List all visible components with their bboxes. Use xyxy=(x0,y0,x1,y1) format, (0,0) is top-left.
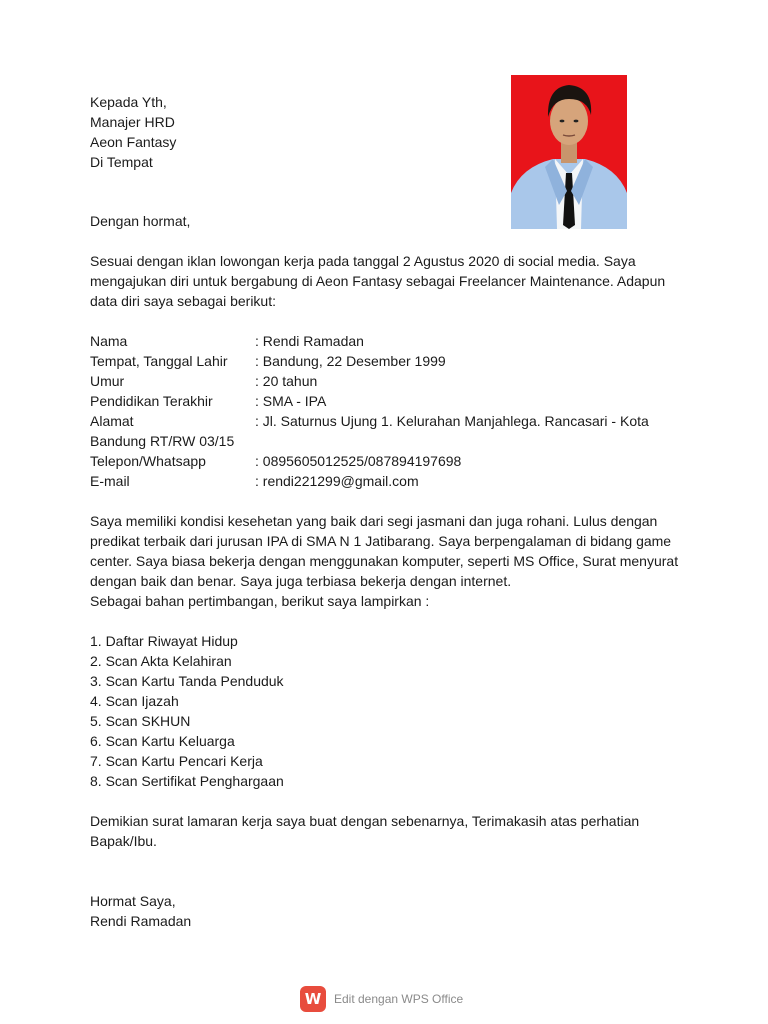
personal-value: : 0895605012525/087894197698 xyxy=(255,453,462,469)
personal-value: : Jl. Saturnus Ujung 1. Kelurahan Manjahlega. Rancasari - Kota xyxy=(255,413,649,429)
signoff-line: Hormat Saya, xyxy=(90,893,176,909)
body-line: dengan baik dan benar. Saya juga terbiasa bekerja dengan internet. xyxy=(90,573,512,589)
personal-value: : Bandung, 22 Desember 1999 xyxy=(255,353,446,369)
personal-label: Pendidikan Terakhir xyxy=(90,393,213,409)
personal-value: : SMA - IPA xyxy=(255,393,327,409)
personal-label: Bandung RT/RW 03/15 xyxy=(90,433,235,449)
personal-value: : rendi221299@gmail.com xyxy=(255,473,419,489)
attachment-item: 1. Daftar Riwayat Hidup xyxy=(90,633,238,649)
personal-value: : 20 tahun xyxy=(255,373,318,389)
attachment-item: 5. Scan SKHUN xyxy=(90,713,191,729)
closing-line: Bapak/Ibu. xyxy=(90,833,157,849)
personal-label: E-mail xyxy=(90,473,130,489)
wps-edit-label: Edit dengan WPS Office xyxy=(334,992,464,1006)
body-line: Sebagai bahan pertimbangan, berikut saya lampirkan : xyxy=(90,593,430,609)
body-line: center. Saya biasa bekerja dengan menggunakan komputer, seperti MS Office, Surat menyurat xyxy=(90,553,679,569)
closing-line: Demikian surat lamaran kerja saya buat dengan sebenarnya, Terimakasih atas perhatian xyxy=(90,813,640,829)
personal-label: Telepon/Whatsapp xyxy=(90,453,206,469)
personal-label: Alamat xyxy=(90,413,134,429)
attachment-item: 6. Scan Kartu Keluarga xyxy=(90,733,235,749)
body-line: Saya memiliki kondisi kesehetan yang baik dari segi jasmani dan juga rohani. Lulus dengan xyxy=(90,513,658,529)
recipient-line: Aeon Fantasy xyxy=(90,134,177,150)
personal-value: : Rendi Ramadan xyxy=(255,333,364,349)
recipient-line: Kepada Yth, xyxy=(90,94,167,110)
intro-line: mengajukan diri untuk bergabung di Aeon Fantasy sebagai Freelancer Maintenance. Adapun xyxy=(90,273,666,289)
intro-line: data diri saya sebagai berikut: xyxy=(90,293,276,309)
recipient-line: Manajer HRD xyxy=(90,114,175,130)
attachment-item: 3. Scan Kartu Tanda Penduduk xyxy=(90,673,284,689)
attachment-item: 4. Scan Ijazah xyxy=(90,693,179,709)
edit-with-wps-button[interactable] xyxy=(300,986,463,1012)
personal-label: Nama xyxy=(90,333,128,349)
portrait-photo xyxy=(511,75,627,229)
signer-name: Rendi Ramadan xyxy=(90,913,192,929)
body-line: predikat terbaik dari jurusan IPA di SMA N 1 Jatibarang. Saya berpengalaman di bidang game xyxy=(90,533,672,549)
attachment-item: 7. Scan Kartu Pencari Kerja xyxy=(90,753,263,769)
attachment-item: 2. Scan Akta Kelahiran xyxy=(90,653,232,669)
greeting: Dengan hormat, xyxy=(90,213,191,229)
intro-line: Sesuai dengan iklan lowongan kerja pada tanggal 2 Agustus 2020 di social media. Saya xyxy=(90,253,636,269)
recipient-line: Di Tempat xyxy=(90,154,153,170)
person-icon xyxy=(511,75,627,229)
personal-label: Umur xyxy=(90,373,125,389)
wps-logo-icon: W xyxy=(300,986,326,1012)
attachment-item: 8. Scan Sertifikat Penghargaan xyxy=(90,773,284,789)
personal-label: Tempat, Tanggal Lahir xyxy=(90,353,228,369)
